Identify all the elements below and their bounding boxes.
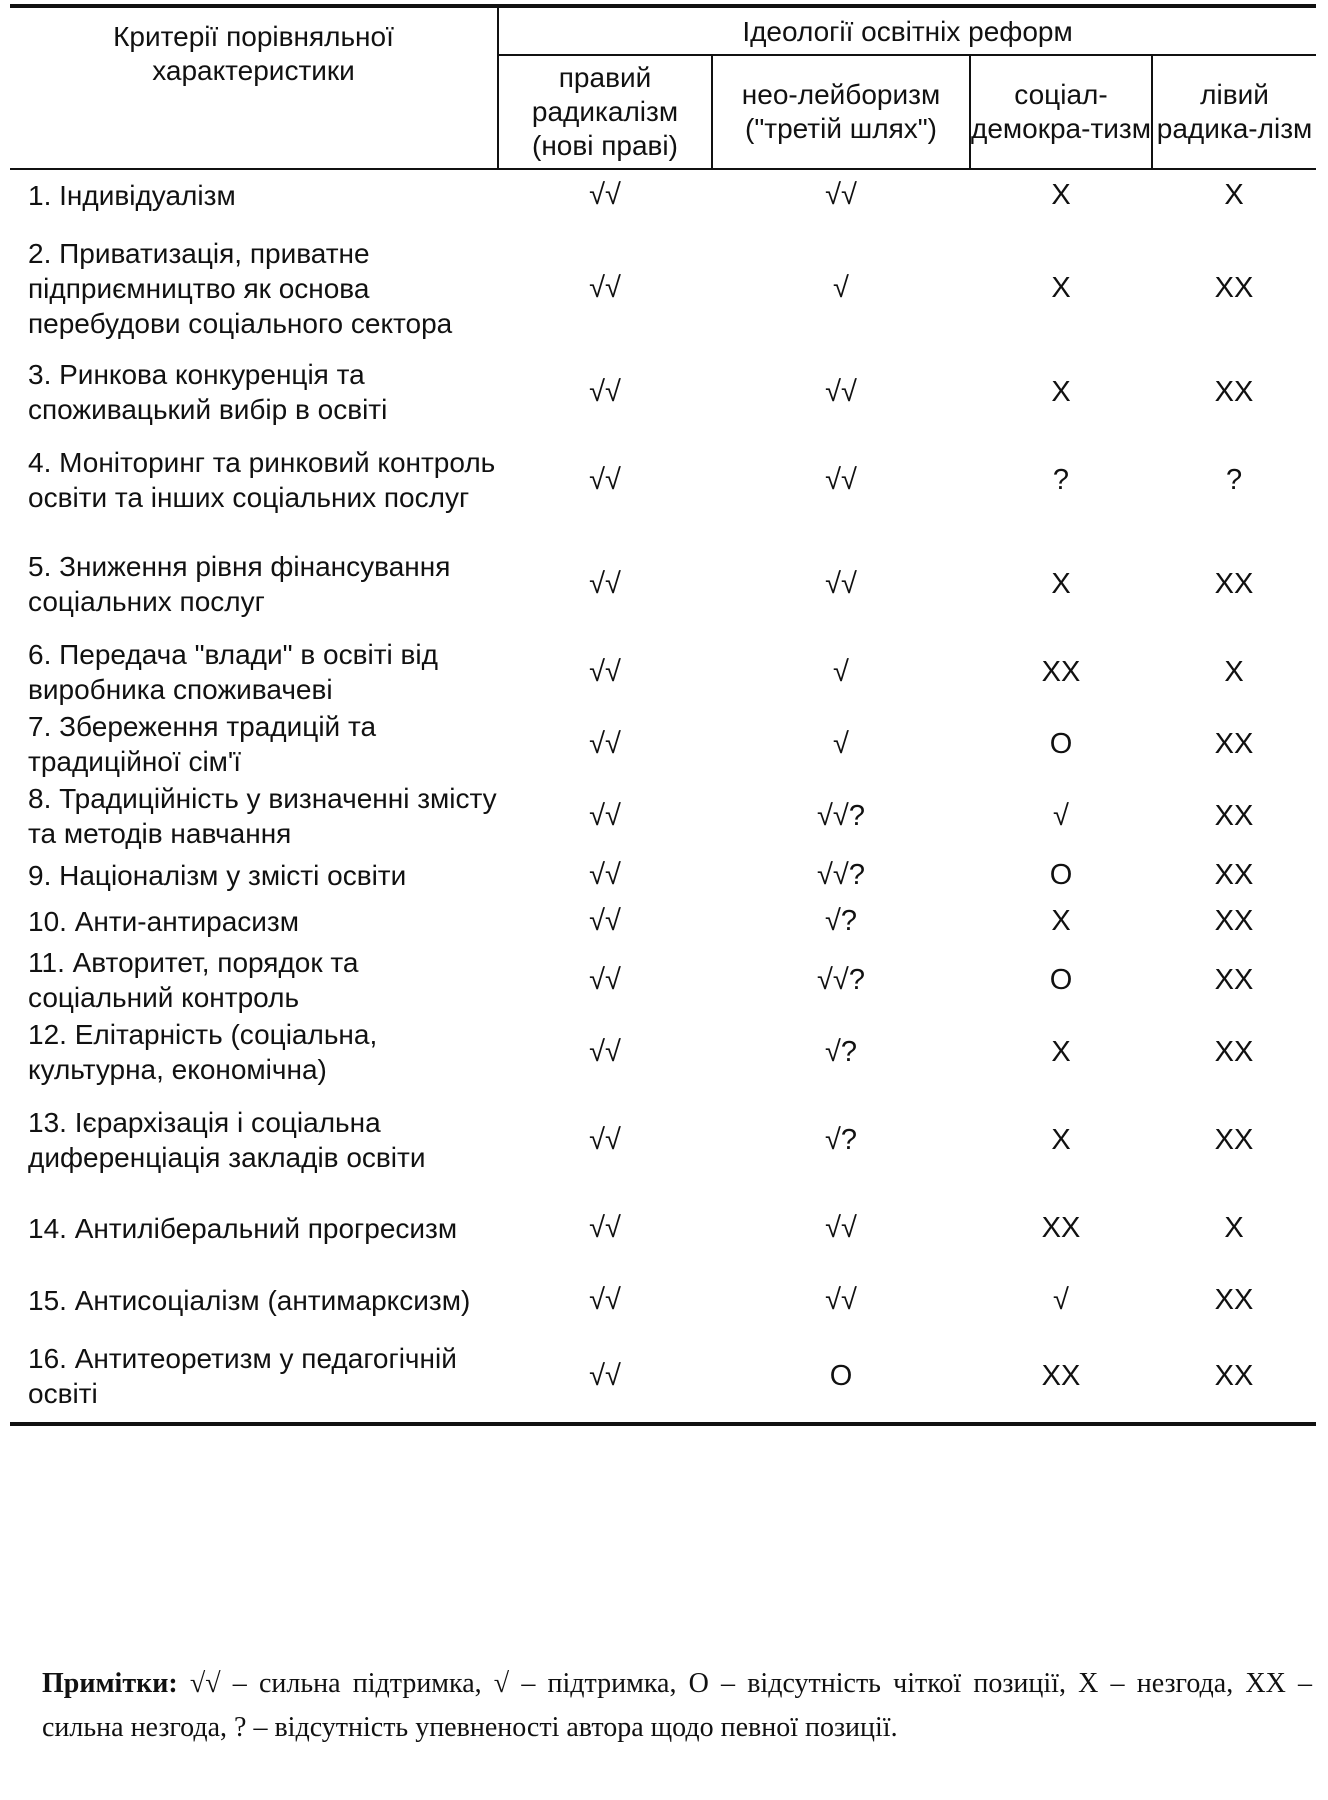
mark-cell-social-democracy: √ [1053, 799, 1069, 832]
table-row [10, 220, 1316, 356]
mark-cell-left-radicalism: X [1224, 655, 1244, 688]
mark-cell-social-democracy: ? [1052, 463, 1070, 496]
mark-cell-new-labour: √√ [825, 1211, 857, 1244]
mark-cell-right-radicalism: √√ [589, 178, 621, 211]
table-row [10, 898, 1316, 944]
mark-cell-social-democracy: X [1051, 375, 1071, 408]
mark-cell-right-radicalism: √√ [589, 858, 621, 891]
table-row [10, 1264, 1316, 1336]
criterion-cell: 15. Антисоціалізм (антимарксизм) [28, 1284, 471, 1316]
mark-cell-left-radicalism: XX [1214, 904, 1254, 937]
notes-text: √√ – сильна підтримка, √ – підтримка, O – відсутність чіткої позиції, X – незгода, XX – сильна незгода, ? – відсутність упевненості автора щодо певної позиції. [42, 1668, 1313, 1743]
mark-cell-right-radicalism: √√ [589, 1211, 621, 1244]
mark-cell-left-radicalism: XX [1214, 1359, 1254, 1392]
mark-cell-right-radicalism: √√ [589, 271, 621, 304]
mark-cell-left-radicalism: XX [1214, 271, 1254, 304]
mark-cell-right-radicalism: √√ [589, 963, 621, 996]
table-row [10, 1016, 1316, 1088]
table-row [10, 1336, 1316, 1416]
mark-cell-social-democracy: O [1049, 858, 1073, 891]
table-row [10, 780, 1316, 852]
mark-cell-right-radicalism: √√ [589, 799, 621, 832]
mark-cell-social-democracy: X [1051, 904, 1071, 937]
mark-cell-new-labour: √? [824, 1035, 858, 1068]
mark-cell-new-labour: √√ [825, 463, 857, 496]
table-row [10, 532, 1316, 636]
criterion-cell: 4. Моніторинг та ринковий контроль освіти та інших соціальних послуг [28, 447, 496, 513]
table-row [10, 170, 1316, 220]
mark-cell-left-radicalism: XX [1214, 375, 1254, 408]
mark-cell-social-democracy: XX [1041, 1359, 1081, 1392]
mark-cell-new-labour: √ [833, 271, 849, 304]
table-row [10, 1192, 1316, 1264]
mark-cell-right-radicalism: √√ [589, 375, 621, 408]
mark-cell-right-radicalism: √√ [589, 904, 621, 937]
mark-cell-left-radicalism: XX [1214, 799, 1254, 832]
table-row [10, 708, 1316, 780]
document-page [10, 4, 1328, 1743]
mark-cell-social-democracy: X [1051, 1035, 1071, 1068]
criterion-cell: 8. Традиційність у визначенні змісту та методів навчання [28, 783, 497, 849]
mark-cell-new-labour: √? [824, 904, 858, 937]
mark-cell-right-radicalism: √√ [589, 1359, 621, 1392]
mark-cell-new-labour: √√ [825, 375, 857, 408]
criterion-cell: 6. Передача "влади" в освіті від виробника споживачеві [28, 639, 438, 705]
mark-cell-new-labour: √ [833, 727, 849, 760]
mark-cell-social-democracy: XX [1041, 655, 1081, 688]
column-header-new-labour: нео-лейборизм ("третій шлях") [712, 55, 970, 169]
mark-cell-left-radicalism: X [1224, 178, 1244, 211]
notes-paragraph [42, 1662, 1312, 1750]
table-row [10, 1088, 1316, 1192]
mark-cell-right-radicalism: √√ [589, 655, 621, 688]
ideologies-group-header: Ідеології освітніх реформ [498, 6, 1316, 55]
mark-cell-new-labour: √√? [817, 963, 865, 996]
mark-cell-left-radicalism: X [1224, 1211, 1244, 1244]
mark-cell-social-democracy: √ [1053, 1283, 1069, 1316]
mark-cell-left-radicalism: XX [1214, 858, 1254, 891]
table-row [10, 852, 1316, 898]
table-row [10, 428, 1316, 532]
mark-cell-left-radicalism: ? [1225, 463, 1243, 496]
criterion-cell: 14. Антиліберальний прогресизм [28, 1212, 458, 1244]
table-row [10, 356, 1316, 428]
criterion-cell: 1. Індивідуалізм [28, 179, 236, 211]
mark-cell-new-labour: √? [824, 1123, 858, 1156]
criterion-cell: 7. Збереження традицій та традиційної сім'ї [28, 711, 377, 777]
mark-cell-social-democracy: O [1049, 963, 1073, 996]
mark-cell-social-democracy: X [1051, 178, 1071, 211]
mark-cell-right-radicalism: √√ [589, 567, 621, 600]
notes-label: Примітки: [42, 1668, 178, 1699]
mark-cell-new-labour: √ [833, 655, 849, 688]
mark-cell-social-democracy: X [1051, 567, 1071, 600]
mark-cell-left-radicalism: XX [1214, 1123, 1254, 1156]
mark-cell-left-radicalism: XX [1214, 1283, 1254, 1316]
mark-cell-right-radicalism: √√ [589, 1283, 621, 1316]
mark-cell-right-radicalism: √√ [589, 1123, 621, 1156]
criterion-cell: 13. Ієрархізація і соціальна диференціація закладів освіти [28, 1107, 426, 1173]
mark-cell-right-radicalism: √√ [589, 1035, 621, 1068]
criterion-cell: 16. Антитеоретизм у педагогічній освіті [28, 1343, 457, 1409]
mark-cell-left-radicalism: XX [1214, 1035, 1254, 1068]
mark-cell-social-democracy: X [1051, 1123, 1071, 1156]
criterion-cell: 5. Зниження рівня фінансування соціальних послуг [28, 551, 451, 617]
mark-cell-left-radicalism: XX [1214, 963, 1254, 996]
mark-cell-social-democracy: XX [1041, 1211, 1081, 1244]
table-body [10, 170, 1316, 1416]
mark-cell-new-labour: √√ [825, 567, 857, 600]
mark-cell-social-democracy: X [1051, 271, 1071, 304]
criterion-cell: 9. Націоналізм у змісті освіти [28, 859, 407, 891]
mark-cell-new-labour: √√ [825, 1283, 857, 1316]
mark-cell-left-radicalism: XX [1214, 567, 1254, 600]
criterion-cell: 3. Ринкова конкуренція та споживацький вибір в освіті [28, 359, 388, 425]
mark-cell-right-radicalism: √√ [589, 727, 621, 760]
comparison-table [10, 4, 1316, 1426]
column-header-right-radicalism: правий радикалізм (нові праві) [498, 55, 712, 169]
column-header-left-radicalism: лівий радика-лізм [1152, 55, 1316, 169]
criterion-cell: 12. Елітарність (соціальна, культурна, економічна) [28, 1019, 378, 1085]
criterion-cell: 2. Приватизація, приватне підприємництво як основа перебудови соціального сектора [28, 237, 453, 339]
mark-cell-social-democracy: O [1049, 727, 1073, 760]
mark-cell-new-labour: √√ [825, 178, 857, 211]
criterion-cell: 11. Авторитет, порядок та соціальний контроль [28, 947, 359, 1013]
mark-cell-new-labour: √√? [817, 799, 865, 832]
column-header-social-democracy: соціал-демокра-тизм [970, 55, 1152, 169]
mark-cell-new-labour: √√? [817, 858, 865, 891]
mark-cell-right-radicalism: √√ [589, 463, 621, 496]
criterion-cell: 10. Анти-антирасизм [28, 905, 300, 937]
criteria-header: Критерії порівняльної характеристики [10, 6, 498, 169]
mark-cell-left-radicalism: XX [1214, 727, 1254, 760]
table-row [10, 636, 1316, 708]
mark-cell-new-labour: O [829, 1359, 853, 1392]
table-row [10, 944, 1316, 1016]
